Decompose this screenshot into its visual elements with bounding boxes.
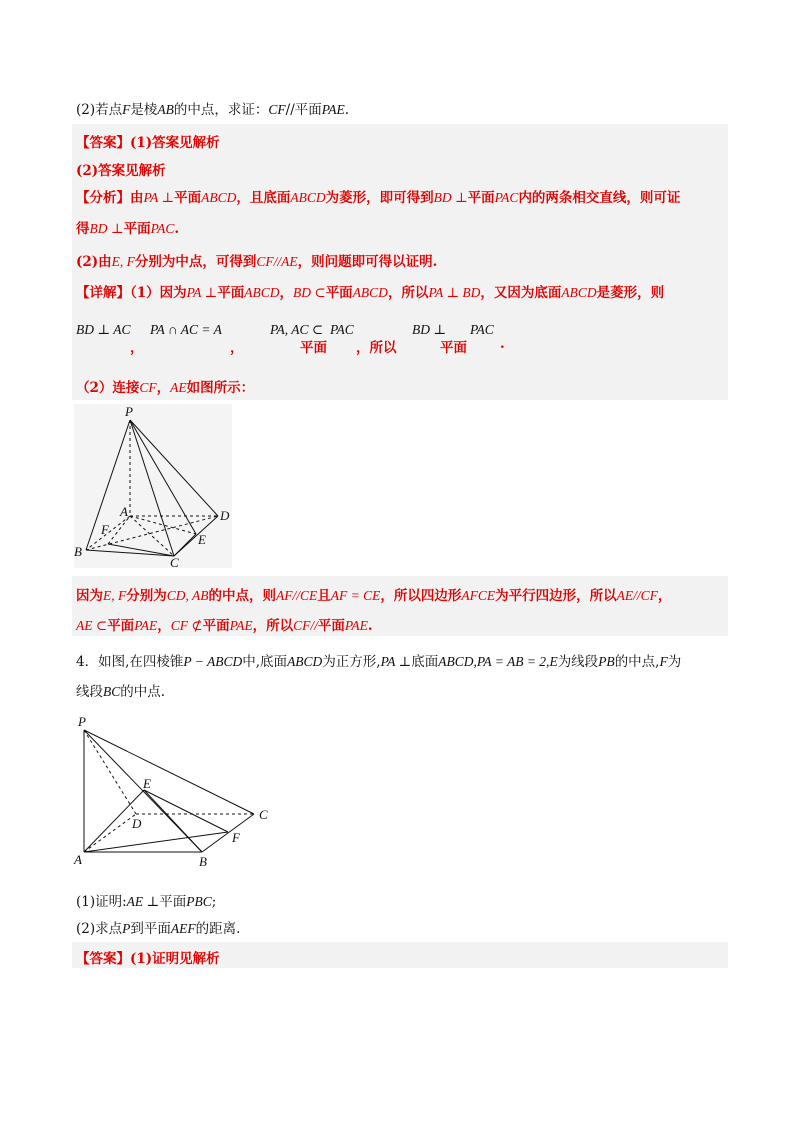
answer1-line2: (2)答案见解析 <box>76 163 166 179</box>
fig1-label-C: C <box>170 555 179 568</box>
detail-intersection: PA ∩ AC = A <box>150 322 222 337</box>
fig2-label-P: P <box>78 714 86 729</box>
fig2-label-E: E <box>143 776 151 791</box>
fig1-label-P: P <box>125 404 133 419</box>
analysis-line1: 【分析】由PA ⊥平面ABCD，且底面ABCD为菱形，即可得到BD ⊥平面PAC内的两条相交直线，则可证 <box>76 190 681 206</box>
fig1-label-E: E <box>198 532 206 547</box>
figure1-pyramid <box>74 404 232 568</box>
fig2-label-D: D <box>132 816 142 831</box>
detail-line1: 【详解】（1）因为PA ⊥平面ABCD，BD ⊂平面ABCD，所以PA ⊥ BD，又因为底面ABCD是菱形，则 <box>76 285 665 301</box>
detail-pac1: PAC <box>330 322 354 337</box>
answer4-line: 【答案】(1)证明见解析 <box>76 951 220 967</box>
detail-plane1: 平面 <box>300 340 327 356</box>
detail-end: . <box>500 336 505 352</box>
detail-comma2: ， <box>230 340 244 356</box>
fig1-label-F: F <box>101 522 109 537</box>
fig2-label-F: F <box>232 830 240 845</box>
detail-pac2: PAC <box>470 322 494 337</box>
fig1-label-A: A <box>120 504 128 519</box>
fig2-label-C: C <box>259 807 268 822</box>
figure2-pyramid <box>72 712 282 868</box>
detail-comma1: ， <box>130 340 144 356</box>
problem4-line2: 线段BC的中点. <box>76 684 166 700</box>
part2-question: (2)若点F是棱AB的中点，求证：CF//平面PAE. <box>76 102 350 118</box>
fig2-label-A: A <box>74 852 82 867</box>
detail-plane2: 平面 <box>440 340 467 356</box>
detail-line2-math: BD ⊥ AC <box>76 322 131 337</box>
fig1-label-B: B <box>74 544 82 559</box>
fig2-label-B: B <box>199 854 207 868</box>
answer1-line1: 【答案】(1)答案见解析 <box>76 135 220 151</box>
q4-part2: (2)求点P到平面AEF的距离. <box>76 921 241 937</box>
conclusion-line1: 因为E, F分别为CD, AB的中点，则AF//CE且AF = CE，所以四边形AFCE为平行四边形，所以AE//CF， <box>76 588 672 604</box>
detail-paac: PA, AC ⊂ <box>270 322 324 337</box>
fig1-label-D: D <box>220 508 230 523</box>
detail-bd: BD ⊥ <box>412 322 447 337</box>
detail-line3: （2）连接CF，AE如图所示： <box>76 380 255 396</box>
conclusion-line2: AE ⊂平面PAE，CF ⊄平面PAE，所以CF//平面PAE. <box>76 618 373 634</box>
detail-so: ，所以 <box>356 340 397 356</box>
problem4-line1: 4．如图,在四棱锥P − ABCD中,底面ABCD为正方形,PA ⊥底面ABCD,PA = AB = 2,E为线段PB的中点,F为 <box>76 654 682 670</box>
analysis-line3: (2)由E, F分别为中点，可得到CF//AE，则问题即可得以证明. <box>76 254 438 270</box>
q4-part1: (1)证明:AE ⊥平面PBC; <box>76 894 217 910</box>
analysis-line2: 得BD ⊥平面PAC. <box>76 221 180 237</box>
